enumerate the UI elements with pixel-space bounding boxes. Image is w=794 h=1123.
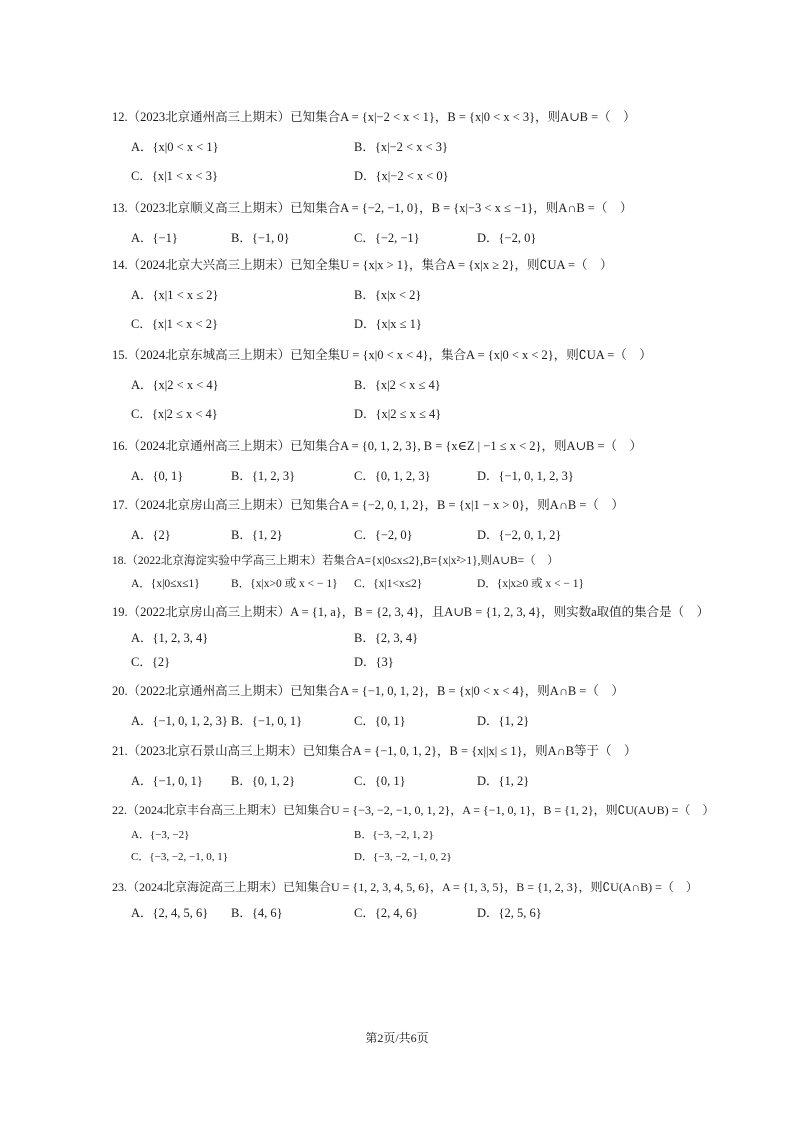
option-c: C．{0, 1} (354, 774, 406, 788)
question-stem: 18.（2022北京海淀实验中学高三上期末）若集合A={x|0≤x≤2},B={x|x²>1},则A∪B=（ ） (112, 555, 559, 567)
question-stem: 22.（2024北京丰台高三上期末）已知集合U = {−3, −2, −1, 0, 1, 2}，A = {−1, 0, 1}，B = {1, 2}，则∁U(A∪B) =（ ） (112, 803, 715, 817)
option-a: A．{2, 4, 5, 6} (131, 906, 209, 920)
question-15 (112, 347, 712, 424)
option-d: D．{x|−2 < x < 0} (354, 169, 449, 183)
option-c: C．{2, 4, 6} (354, 906, 419, 920)
options-row (112, 652, 712, 672)
options-row (112, 575, 712, 595)
option-a: A．{−1} (131, 231, 178, 245)
question-12 (112, 109, 712, 186)
question-21 (112, 743, 712, 791)
option-c: C．{−2, −1} (354, 231, 420, 245)
question-stem: 12.（2023北京通州高三上期末）已知集合A = {x|−2 < x < 1}，B = {x|0 < x < 3}，则A∪B =（ ） (112, 110, 636, 124)
option-b: B．{x|x < 2} (354, 288, 422, 302)
page-number: 第2页/共6页 (365, 1031, 429, 1045)
question-16 (112, 438, 712, 486)
option-a: A．{−1, 0, 1} (131, 774, 203, 788)
question-22 (112, 802, 715, 868)
option-b: B．{1, 2, 3} (231, 469, 296, 483)
option-d: D．{−3, −2, −1, 0, 2} (354, 851, 452, 863)
option-c: C．{−2, 0} (354, 528, 413, 542)
question-14 (112, 257, 712, 334)
options-row (112, 628, 712, 648)
option-d: D．{x|x ≤ 1} (354, 317, 422, 331)
option-b: B．{0, 1, 2} (231, 774, 296, 788)
option-d: D．{2, 5, 6} (477, 906, 542, 920)
option-a: A．{1, 2, 3, 4} (131, 631, 209, 645)
options-row (112, 826, 712, 846)
option-c: C．{0, 1, 2, 3} (354, 469, 431, 483)
options-row (112, 166, 712, 186)
option-d: D．{−2, 0} (477, 231, 537, 245)
question-stem: 23.（2024北京海淀高三上期末）已知集合U = {1, 2, 3, 4, 5, 6}，A = {1, 3, 5}，B = {1, 2, 3}，则∁U(A∩B) =（ ） (112, 880, 698, 894)
options-row (112, 404, 712, 424)
question-13 (112, 200, 712, 248)
options-row (112, 771, 712, 791)
options-row (112, 375, 712, 395)
option-c: C．{x|1 < x < 3} (131, 169, 218, 183)
question-stem: 20.（2022北京通州高三上期末）已知集合A = {−1, 0, 1, 2}，B = {x|0 < x < 4}，则A∩B =（ ） (112, 684, 624, 698)
question-18 (112, 553, 712, 595)
option-b: B．{−1, 0, 1} (231, 714, 303, 728)
question-17 (112, 497, 712, 545)
option-c: C．{−3, −2, −1, 0, 1} (131, 851, 229, 863)
question-stem: 13.（2023北京顺义高三上期末）已知集合A = {−2, −1, 0}，B = {x|−3 < x ≤ −1}，则A∩B =（ ） (112, 201, 633, 215)
option-d: D．{x|2 ≤ x ≤ 4} (354, 407, 442, 421)
question-stem: 14.（2024北京大兴高三上期末）已知全集U = {x|x > 1}，集合A = {x|x ≥ 2}，则∁UA =（ ） (112, 258, 613, 272)
options-row (112, 285, 712, 305)
options-row (112, 137, 712, 157)
option-b: B．{x|−2 < x < 3} (354, 140, 448, 154)
question-20 (112, 683, 712, 731)
option-b: B．{−1, 0} (231, 231, 290, 245)
question-stem: 19.（2022北京房山高三上期末）A = {1, a}，B = {2, 3, 4}，且A∪B = {1, 2, 3, 4}，则实数a取值的集合是（ ） (112, 605, 710, 619)
options-row (112, 525, 712, 545)
option-a: A．{x|2 < x < 4} (131, 378, 219, 392)
option-a: A．{x|0≤x≤1} (131, 578, 200, 590)
question-19 (112, 604, 712, 672)
option-c: C．{x|2 ≤ x < 4} (131, 407, 218, 421)
option-c: C．{0, 1} (354, 714, 406, 728)
option-a: A．{x|0 < x < 1} (131, 140, 219, 154)
question-23 (112, 879, 712, 923)
option-b: B．{x|2 < x ≤ 4} (354, 378, 441, 392)
option-c: C．{x|1<x≤2} (354, 578, 423, 590)
option-d: D．{3} (354, 655, 394, 669)
option-b: B．{2, 3, 4} (354, 631, 419, 645)
question-stem: 16.（2024北京通州高三上期末）已知集合A = {0, 1, 2, 3}, B = {x∈Z | −1 ≤ x < 2}，则A∪B =（ ） (112, 439, 643, 453)
options-row (112, 314, 712, 334)
option-d: D．{−2, 0, 1, 2} (477, 528, 562, 542)
question-stem: 17.（2024北京房山高三上期末）已知集合A = {−2, 0, 1, 2}，B = {x|1 − x > 0}，则A∩B =（ ） (112, 498, 624, 512)
option-d: D．{1, 2} (477, 774, 530, 788)
question-stem: 15.（2024北京东城高三上期末）已知全集U = {x|0 < x < 4}，集合A = {x|0 < x < 2}，则∁UA =（ ） (112, 348, 652, 362)
option-c: C．{x|1 < x < 2} (131, 317, 218, 331)
option-b: B．{−3, −2, 1, 2} (354, 829, 434, 841)
options-row (112, 903, 712, 923)
option-b: B．{x|x>0 或 x < − 1} (231, 578, 338, 590)
option-a: A．{x|1 < x ≤ 2} (131, 288, 219, 302)
option-a: A．{−3, −2} (131, 829, 190, 841)
options-row (112, 711, 712, 731)
option-d: D．{−1, 0, 1, 2, 3} (477, 469, 574, 483)
option-d: D．{x|x≥0 或 x < − 1} (477, 578, 585, 590)
options-row (112, 466, 712, 486)
option-b: B．{4, 6} (231, 906, 283, 920)
option-a: A．{2} (131, 528, 171, 542)
options-row (112, 848, 712, 868)
option-a: A．{0, 1} (131, 469, 184, 483)
option-a: A．{−1, 0, 1, 2, 3} (131, 714, 228, 728)
option-b: B．{1, 2} (231, 528, 283, 542)
question-stem: 21.（2023北京石景山高三上期末）已知集合A = {−1, 0, 1, 2}，B = {x||x| ≤ 1}，则A∩B等于（ ） (112, 744, 637, 758)
option-d: D．{1, 2} (477, 714, 530, 728)
options-row (112, 228, 712, 248)
option-c: C．{2} (131, 655, 171, 669)
